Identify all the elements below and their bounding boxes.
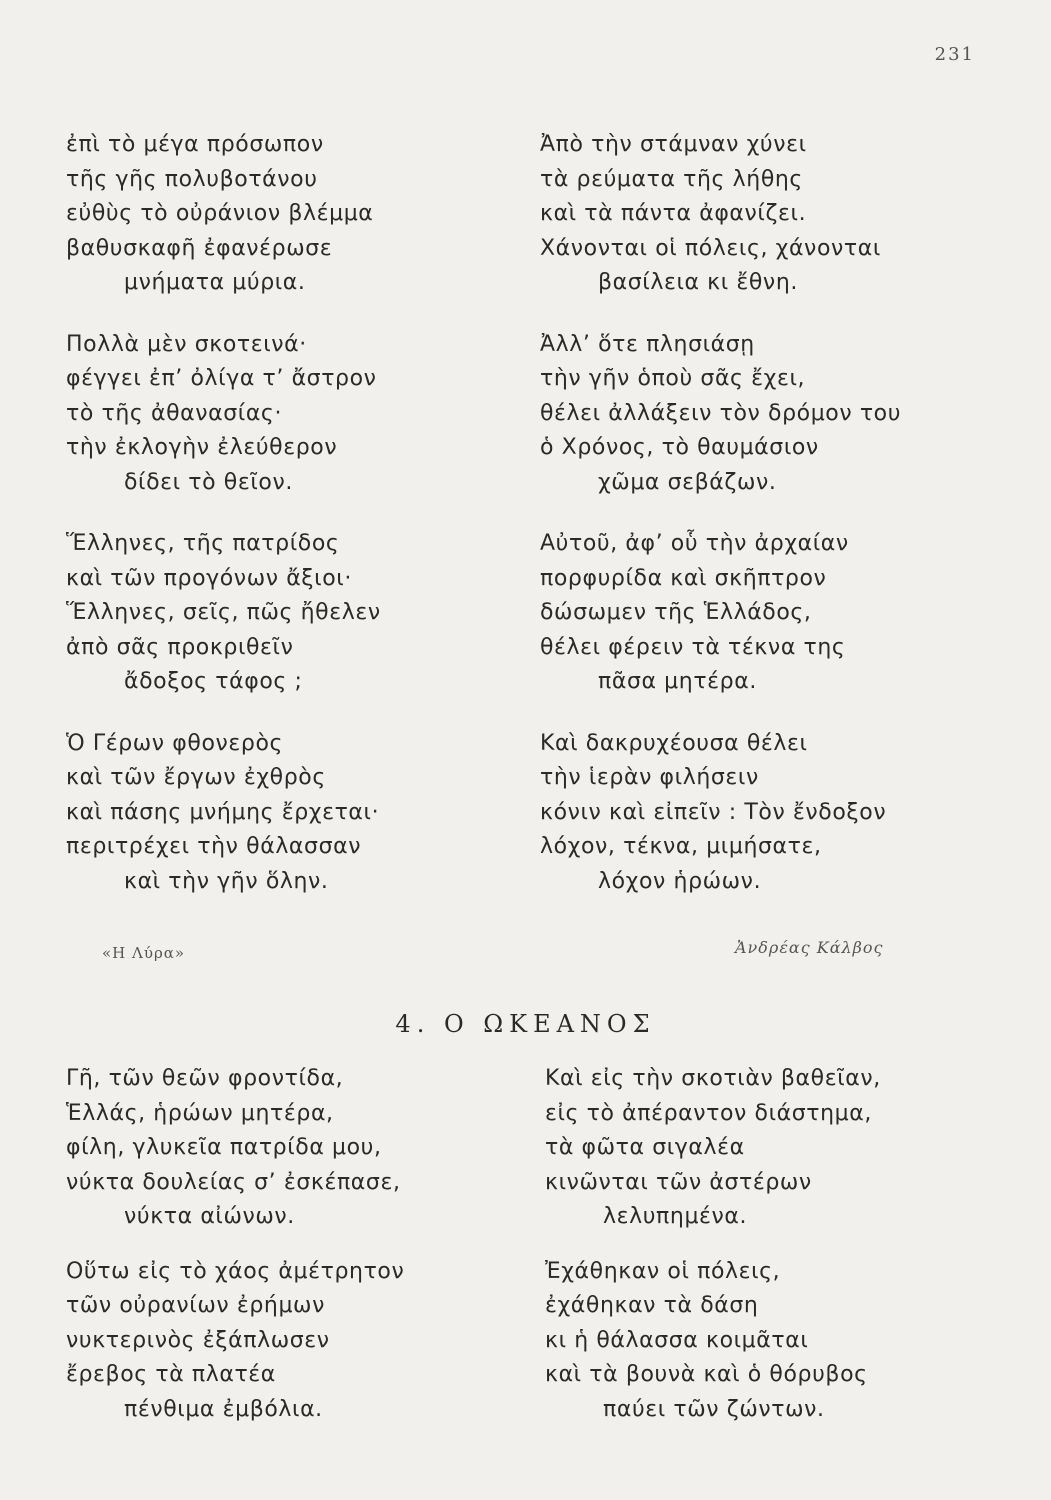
verse-line: βασίλεια κι ἔθνη. [598, 270, 798, 295]
verse-line: πορφυρίδα καὶ σκῆπτρον [540, 565, 827, 591]
verse-line: τὸ τῆς ἀθανασίας· [66, 400, 283, 426]
verse-line: χῶμα σεβάζων. [598, 469, 777, 495]
verse-line: Ἀπὸ τὴν στάμναν χύνει [540, 132, 807, 157]
verse-line: μνήματα μύρια. [124, 270, 306, 295]
verse-line: ἔρεβος τὰ πλατέα [66, 1362, 276, 1387]
verse-line: θέλει ἀλλάξειν τὸν δρόμον του [540, 400, 902, 426]
verse-line: τὰ φῶτα σιγαλέα [545, 1135, 745, 1160]
verse-line: Πολλὰ μὲν σκοτεινά· [66, 331, 307, 357]
verse-line: εἰς τὸ ἀπέραντον διάστημα, [545, 1100, 872, 1126]
poem-column-top-right [540, 128, 970, 899]
stanza [66, 328, 496, 501]
verse-line: καὶ τὴν γῆν ὅλην. [124, 868, 329, 894]
verse-line: ἐπὶ τὸ μέγα πρόσωπον [66, 132, 324, 157]
verse-line: θέλει φέρειν τὰ τέκνα της [540, 634, 846, 660]
verse-line: κόνιν καὶ εἰπεῖν : Τὸν ἔνδοξον [540, 799, 887, 825]
verse-line: Καὶ εἰς τὴν σκοτιὰν βαθεῖαν, [545, 1066, 881, 1091]
verse-line: τὰ ρεύματα τῆς λήθης [540, 166, 803, 192]
verse-line: δώσωμεν τῆς Ἑλλάδος, [540, 600, 812, 625]
verse-line: παύει τῶν ζώντων. [603, 1396, 825, 1422]
source-credit: «Η Λύρα» [102, 944, 186, 962]
verse-line: δίδει τὸ θεῖον. [124, 469, 293, 495]
verse-line: λελυπημένα. [603, 1204, 748, 1229]
verse-line: καὶ πάσης μνήμης ἔρχεται· [66, 799, 380, 825]
verse-line: λόχον ἡρώων. [598, 868, 762, 894]
verse-line: εὐθὺς τὸ οὐράνιον βλέμμα [66, 201, 374, 226]
verse-line: κι ἡ θάλασσα κοιμᾶται [545, 1327, 809, 1353]
verse-line: Γῆ, τῶν θεῶν φροντίδα, [66, 1066, 344, 1091]
page-number: 231 [934, 44, 975, 65]
verse-line: Ἀλλ’ ὅτε πλησιάσῃ [540, 331, 755, 357]
verse-line: Ἕλληνες, σεῖς, πῶς ἤθελεν [66, 600, 381, 625]
verse-line: καὶ τὰ βουνὰ καὶ ὁ θόρυβος [545, 1362, 868, 1387]
stanza [66, 727, 496, 900]
verse-line: ἀπὸ σᾶς προκριθεῖν [66, 634, 294, 660]
verse-line: ἐχάθηκαν τὰ δάση [545, 1293, 759, 1318]
stanza [540, 527, 970, 700]
verse-line: λόχον, τέκνα, μιμήσατε, [540, 834, 822, 859]
verse-line: νύκτα αἰώνων. [124, 1204, 295, 1229]
verse-line: Χάνονται οἱ πόλεις, χάνονται [540, 235, 881, 261]
verse-line: τὴν ἐκλογὴν ἐλεύθερον [66, 435, 338, 460]
verse-line: τῶν οὐρανίων ἐρήμων [66, 1293, 325, 1318]
verse-line: Ἕλληνες, τῆς πατρίδος [66, 531, 340, 556]
verse-line: ὁ Χρόνος, τὸ θαυμάσιον [540, 435, 819, 460]
stanza [540, 727, 970, 900]
stanza [66, 1255, 496, 1428]
stanza [540, 128, 970, 301]
verse-line: κινῶνται τῶν ἀστέρων [545, 1169, 812, 1195]
verse-line: Ἑλλάς, ἡρώων μητέρα, [66, 1100, 334, 1126]
verse-line: φίλη, γλυκεῖα πατρίδα μου, [66, 1135, 382, 1160]
stanza [66, 1062, 496, 1235]
stanza [540, 328, 970, 501]
verse-line: νυκτερινὸς ἐξάπλωσεν [66, 1327, 330, 1353]
verse-line: καὶ τῶν ἔργων ἐχθρὸς [66, 765, 326, 790]
author-credit: Ἀνδρέας Κάλβος [735, 938, 884, 957]
verse-line: πᾶσα μητέρα. [598, 669, 757, 694]
verse-line: τῆς γῆς πολυβοτάνου [66, 166, 318, 192]
verse-line: καὶ τὰ πάντα ἀφανίζει. [540, 201, 807, 226]
stanza [66, 527, 496, 700]
verse-line: Οὕτω εἰς τὸ χάος ἀμέτρητον [66, 1258, 405, 1284]
poem-column-bottom-right [545, 1062, 975, 1427]
section-title: 4. Ο ΩΚΕΑΝΟΣ [395, 1010, 656, 1038]
verse-line: τὴν γῆν ὁποὺ σᾶς ἔχει, [540, 366, 806, 391]
verse-line: νύκτα δουλείας σ’ ἐσκέπασε, [66, 1169, 401, 1195]
poem-column-bottom-left [66, 1062, 496, 1427]
verse-line: Ὁ Γέρων φθονερὸς [66, 730, 284, 756]
verse-line: περιτρέχει τὴν θάλασσαν [66, 834, 362, 859]
verse-line: Αὐτοῦ, ἀφ’ οὗ τὴν ἀρχαίαν [540, 531, 849, 556]
stanza [545, 1062, 975, 1235]
verse-line: ἄδοξος τάφος ; [124, 669, 303, 694]
verse-line: Ἐχάθηκαν οἱ πόλεις, [545, 1258, 781, 1284]
verse-line: φέγγει ἐπ’ ὀλίγα τ’ ἄστρον [66, 366, 377, 391]
verse-line: τὴν ἱερὰν φιλήσειν [540, 765, 759, 790]
verse-line: Καὶ δακρυχέουσα θέλει [540, 730, 808, 756]
verse-line: πένθιμα ἐμβόλια. [124, 1396, 323, 1422]
poem-column-top-left [66, 128, 496, 899]
verse-line: καὶ τῶν προγόνων ἄξιοι· [66, 565, 352, 591]
verse-line: βαθυσκαφῆ ἐφανέρωσε [66, 235, 333, 261]
stanza [66, 128, 496, 301]
stanza [545, 1255, 975, 1428]
